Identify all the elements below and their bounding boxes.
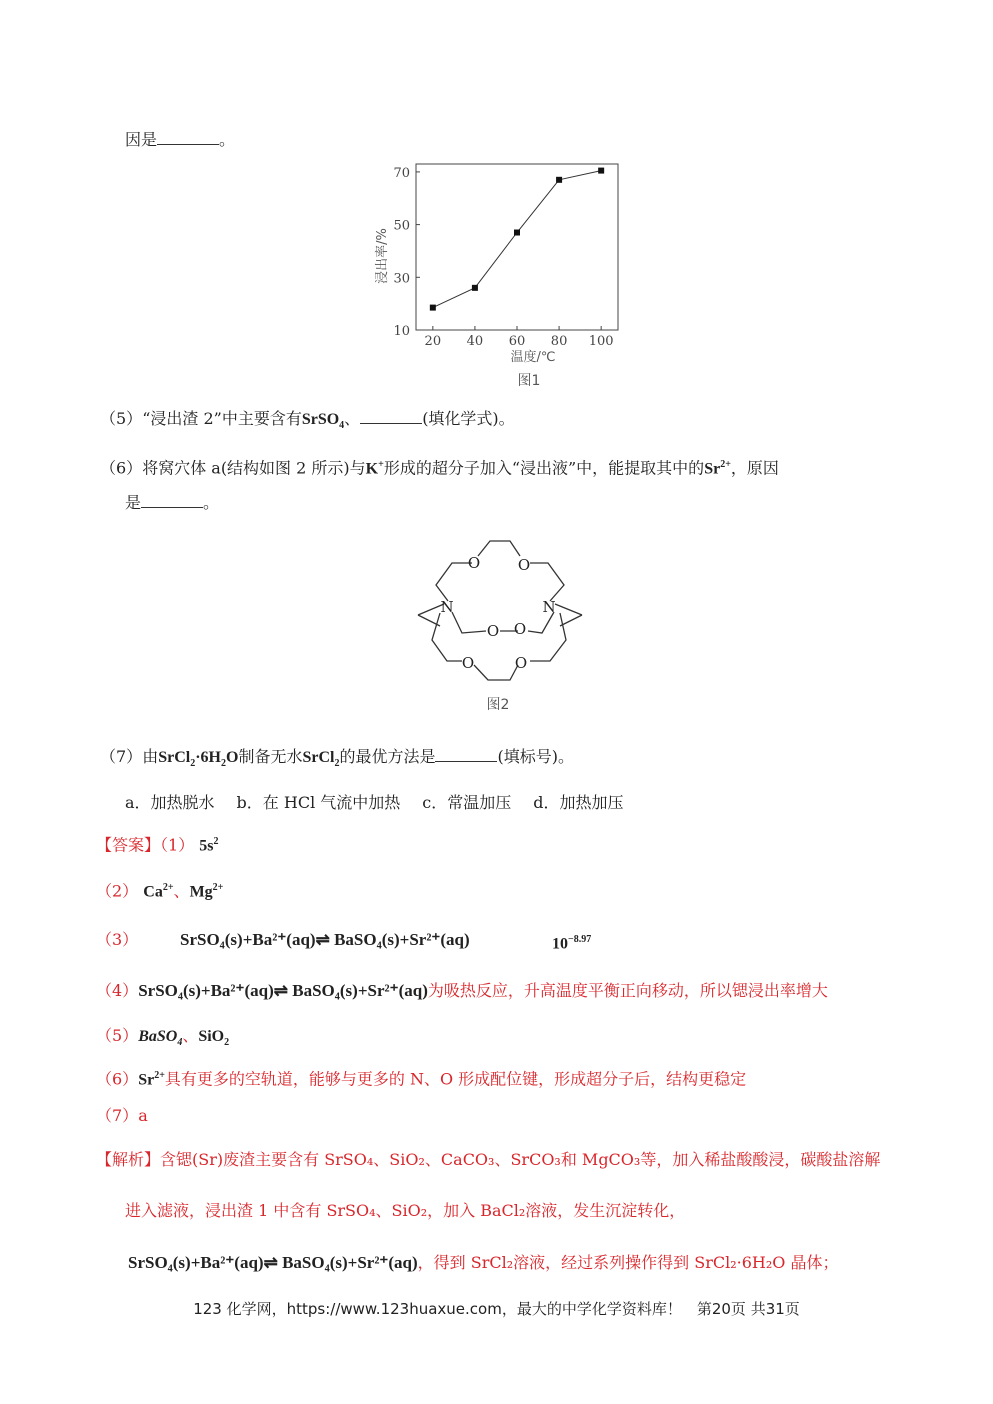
atom-o-bottom-right: O (514, 654, 528, 672)
formula-sio2: SiO (198, 1028, 225, 1045)
question-tail-line (125, 129, 235, 151)
analysis-heading: 【解析】 (96, 1150, 161, 1169)
subscript: 2 (224, 1037, 230, 1049)
q5-text-c: (填化学式)。 (422, 409, 515, 428)
q5-text-a: “浸出渣 2”中主要含有 (142, 409, 302, 428)
data-point (472, 285, 478, 291)
question-6 (100, 454, 779, 480)
question-number: （5） (100, 409, 143, 428)
x-tick-label: 40 (466, 334, 484, 349)
option-b: b．在 HCl 气流中加热 (236, 793, 401, 812)
period: 。 (203, 493, 220, 512)
figure-2-caption: 图2 (486, 697, 510, 713)
answer-5 (96, 1025, 229, 1054)
atom-o-mid-right: O (513, 620, 527, 638)
answer-number: （7） (96, 1106, 139, 1125)
data-point (514, 230, 520, 236)
atom-o-top-left: O (467, 554, 481, 572)
separator: 、 (344, 409, 361, 428)
q6-text-d: 是 (125, 493, 142, 512)
cryptand-structure-diagram (0, 535, 993, 715)
y-tick-label: 10 (393, 324, 410, 339)
q7-text-b: 制备无水 (238, 747, 303, 766)
formula-part: O (225, 749, 239, 766)
y-tick-label: 30 (393, 271, 410, 287)
question-number: （7） (100, 747, 143, 766)
data-point (430, 305, 436, 311)
subscript: 2 (220, 758, 226, 770)
option-c: c．常温加压 (422, 793, 512, 812)
equilibrium-constant (552, 929, 591, 955)
plot-frame (416, 164, 618, 330)
superscript: 2+ (162, 882, 174, 893)
superscript: 2 (213, 836, 219, 847)
x-tick-label: 100 (588, 334, 614, 349)
subscript: 2 (334, 758, 340, 770)
question-number: （6） (100, 458, 143, 478)
answer-blank (141, 493, 203, 508)
ion-mg: Mg (189, 883, 213, 901)
subscript: 4 (177, 1037, 183, 1049)
equilibrium-equation: SrSO₄(s)+Ba²⁺(aq)⇌ BaSO₄(s)+Sr²⁺(aq) (138, 981, 428, 1000)
k-base: 10 (552, 935, 568, 953)
answer-heading: 【答案】 (96, 835, 161, 855)
separator: 、 (182, 1026, 199, 1045)
q7-options (125, 792, 646, 814)
x-tick-label: 60 (508, 334, 526, 349)
q7-text-c: 的最优方法是 (339, 747, 436, 766)
answer-number: （3） (96, 930, 139, 949)
series-line (433, 171, 601, 308)
answer-7 (96, 1105, 148, 1127)
q6-text-c: ，原因 (730, 458, 779, 478)
analysis-line-1 (96, 1149, 880, 1171)
atom-o-bottom-left: O (461, 654, 475, 672)
leaching-rate-chart (0, 150, 993, 550)
y-tick-label: 70 (393, 165, 410, 181)
formula-srso4: SrSO (301, 411, 340, 428)
superscript: 2+ (212, 882, 224, 893)
answer-7-value: a (138, 1106, 148, 1125)
superscript: 2+ (720, 459, 731, 470)
x-axis-label: 温度/℃ (510, 350, 556, 365)
equilibrium-equation: SrSO₄(s)+Ba²⁺(aq)⇌ BaSO₄(s)+Sr²⁺(aq) (128, 1253, 418, 1272)
ion-k: K (365, 460, 379, 478)
answer-number: （4） (96, 981, 139, 1000)
equilibrium-equation: SrSO₄(s)+Ba²⁺(aq)⇌ BaSO₄(s)+Sr²⁺(aq) (180, 930, 470, 949)
answer-blank (157, 130, 219, 145)
answer-blank (360, 409, 422, 424)
ion-sr: Sr (138, 1071, 155, 1089)
atom-o-top-right: O (517, 556, 531, 574)
analysis-line-2 (125, 1200, 685, 1222)
question-5 (100, 408, 515, 437)
analysis-text-1: 含锶(Sr)废渣主要含有 SrSO₄、SiO₂、CaCO₃、SrCO₃和 MgCO₃等，加入稀盐酸酸浸，碳酸盐溶解 (160, 1150, 881, 1169)
analysis-text-3: ，得到 SrCl₂溶液，经过系列操作得到 SrCl₂·6H₂O 晶体； (417, 1253, 839, 1272)
formula-srcl2-hydrate: SrCl (158, 749, 191, 766)
formula-baso4: BaSO (138, 1028, 178, 1045)
analysis-line-3 (128, 1252, 838, 1274)
q7-text-d: (填标号)。 (497, 747, 574, 766)
option-a: a．加热脱水 (125, 793, 215, 812)
answer-number: （6） (96, 1069, 139, 1089)
subscript: 4 (339, 420, 345, 432)
subscript: 2 (190, 758, 196, 770)
atom-n-right: N (542, 598, 556, 616)
period: 。 (219, 130, 236, 149)
k-exponent: −8.97 (568, 934, 592, 945)
figure-1-caption: 图1 (517, 373, 541, 389)
y-axis-label: 浸出率/% (375, 228, 390, 284)
analysis-text-2: 进入滤液，浸出渣 1 中含有 SrSO₄、SiO₂，加入 BaCl₂溶液，发生沉淀转化， (125, 1201, 686, 1220)
answer-number: （2） (96, 881, 139, 901)
y-tick-label: 50 (393, 218, 410, 234)
page-footer: 123 化学网，https://www.123huaxue.com，最大的中学化学资料库！ 第20页 共31页 (193, 1300, 800, 1318)
answer-4-text: 为吸热反应，升高温度平衡正向移动，所以锶浸出率增大 (427, 981, 828, 1000)
question-6-line2 (125, 492, 219, 514)
atom-n-left: N (440, 598, 454, 616)
option-d: d．加热加压 (533, 793, 624, 812)
answer-4 (96, 980, 828, 1002)
ion-ca: Ca (143, 883, 163, 901)
answer-1-value: 5s (199, 837, 214, 855)
separator: 、 (173, 881, 190, 901)
superscript: + (378, 459, 384, 470)
formula-srcl2: SrCl (302, 749, 335, 766)
question-tail-text: 因是 (125, 130, 158, 149)
answer-2 (96, 877, 223, 903)
question-7 (100, 746, 574, 775)
answer-3 (96, 929, 592, 953)
answer-number: （1） (160, 835, 195, 855)
data-point (556, 177, 562, 183)
x-tick-label: 20 (424, 334, 442, 349)
answer-6 (96, 1065, 746, 1091)
superscript: 2+ (154, 1070, 165, 1081)
answer-blank (435, 747, 497, 762)
q6-text-b: 形成的超分子加入“浸出液”中，能提取其中的 (383, 458, 705, 478)
ion-sr: Sr (704, 460, 721, 478)
x-tick-label: 80 (550, 334, 568, 349)
q7-text-a: 由 (142, 747, 159, 766)
atom-o-mid-left: O (486, 622, 500, 640)
formula-part: ·6H (195, 749, 221, 766)
answer-number: （5） (96, 1026, 139, 1045)
answer-6-text: 具有更多的空轨道，能够与更多的 N、O 形成配位键，形成超分子后，结构更稳定 (164, 1069, 747, 1089)
data-point (598, 168, 604, 174)
answer-1 (96, 831, 219, 857)
q6-text-a: 将窝穴体 a(结构如图 2 所示)与 (142, 458, 366, 478)
